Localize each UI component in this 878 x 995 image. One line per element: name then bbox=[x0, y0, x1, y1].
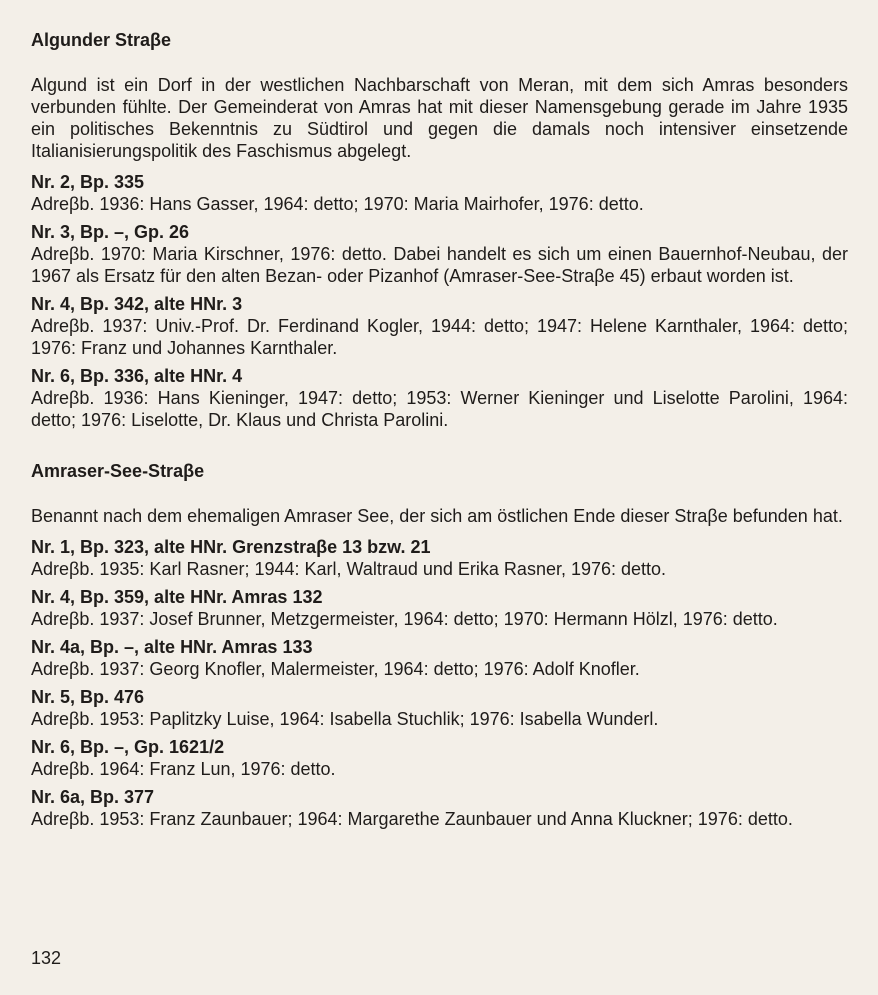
address-entry bbox=[31, 687, 848, 730]
entry-text: Adreβb. 1937: Georg Knofler, Malermeister, 1964: detto; 1976: Adolf Knofler. bbox=[31, 659, 640, 679]
section-title: Amraser-See-Straβe bbox=[31, 461, 205, 481]
entry-text: Adreβb. 1935: Karl Rasner; 1944: Karl, Waltraud und Erika Rasner, 1976: detto. bbox=[31, 559, 667, 579]
entry-heading: Nr. 6, Bp. –, Gp. 1621/2 bbox=[31, 737, 225, 757]
section-amraser-see-strasse bbox=[31, 459, 848, 830]
address-entry bbox=[31, 537, 848, 580]
address-entry bbox=[31, 366, 848, 431]
entry-text: Adreβb. 1970: Maria Kirschner, 1976: detto. Dabei handelt es sich um einen Bauernhof-Neubau, der 1967 als Ersatz für den alten Bezan- oder Pizanhof (Amraser-See-Straβe 45) erbaut worden ist. bbox=[31, 244, 848, 286]
section-intro: Benannt nach dem ehemaligen Amraser See, der sich am östlichen Ende dieser Straβe befunden hat. bbox=[31, 506, 843, 526]
address-entry bbox=[31, 637, 848, 680]
entry-heading: Nr. 5, Bp. 476 bbox=[31, 687, 145, 707]
section-title: Algunder Straβe bbox=[31, 30, 172, 50]
entry-text: Adreβb. 1936: Hans Kieninger, 1947: detto; 1953: Werner Kieninger und Liselotte Parolini, 1964: detto; 1976: Liselotte, Dr. Klaus und Christa Parolini. bbox=[31, 388, 848, 430]
address-entry bbox=[31, 172, 848, 215]
entry-heading: Nr. 4a, Bp. –, alte HNr. Amras 133 bbox=[31, 637, 313, 657]
section-algunder-strasse bbox=[31, 28, 848, 431]
address-entry bbox=[31, 222, 848, 287]
entry-text: Adreβb. 1937: Univ.-Prof. Dr. Ferdinand Kogler, 1944: detto; 1947: Helene Karnthaler, 1964: detto; 1976: Franz und Johannes Karnthaler. bbox=[31, 316, 848, 358]
entry-text: Adreβb. 1936: Hans Gasser, 1964: detto; 1970: Maria Mairhofer, 1976: detto. bbox=[31, 194, 644, 214]
entry-heading: Nr. 6a, Bp. 377 bbox=[31, 787, 155, 807]
entry-text: Adreβb. 1964: Franz Lun, 1976: detto. bbox=[31, 759, 336, 779]
entry-text: Adreβb. 1937: Josef Brunner, Metzgermeister, 1964: detto; 1970: Hermann Hölzl, 1976: detto. bbox=[31, 609, 778, 629]
entry-heading: Nr. 2, Bp. 335 bbox=[31, 172, 145, 192]
entry-heading: Nr. 4, Bp. 342, alte HNr. 3 bbox=[31, 294, 243, 314]
entry-text: Adreβb. 1953: Franz Zaunbauer; 1964: Margarethe Zaunbauer und Anna Kluckner; 1976: detto. bbox=[31, 809, 793, 829]
entry-heading: Nr. 3, Bp. –, Gp. 26 bbox=[31, 222, 190, 242]
entry-text: Adreβb. 1953: Paplitzky Luise, 1964: Isabella Stuchlik; 1976: Isabella Wunderl. bbox=[31, 709, 659, 729]
entry-heading: Nr. 6, Bp. 336, alte HNr. 4 bbox=[31, 366, 243, 386]
entry-heading: Nr. 1, Bp. 323, alte HNr. Grenzstraβe 13 bzw. 21 bbox=[31, 537, 431, 557]
address-entry bbox=[31, 294, 848, 359]
page-number: 132 bbox=[31, 948, 62, 968]
address-entry bbox=[31, 787, 848, 830]
address-entry bbox=[31, 587, 848, 630]
page-content bbox=[31, 28, 848, 837]
entry-heading: Nr. 4, Bp. 359, alte HNr. Amras 132 bbox=[31, 587, 323, 607]
address-entry bbox=[31, 737, 848, 780]
section-intro: Algund ist ein Dorf in der westlichen Nachbarschaft von Meran, mit dem sich Amras besonders verbunden fühlte. Der Gemeinderat von Amras hat mit dieser Namensgebung gerade im Jahre 1935 ein politisches Bekenntnis zu Südtirol und gegen die damals noch intensiver einsetzende Italianisierungspolitik des Faschismus abgelegt. bbox=[31, 75, 848, 161]
